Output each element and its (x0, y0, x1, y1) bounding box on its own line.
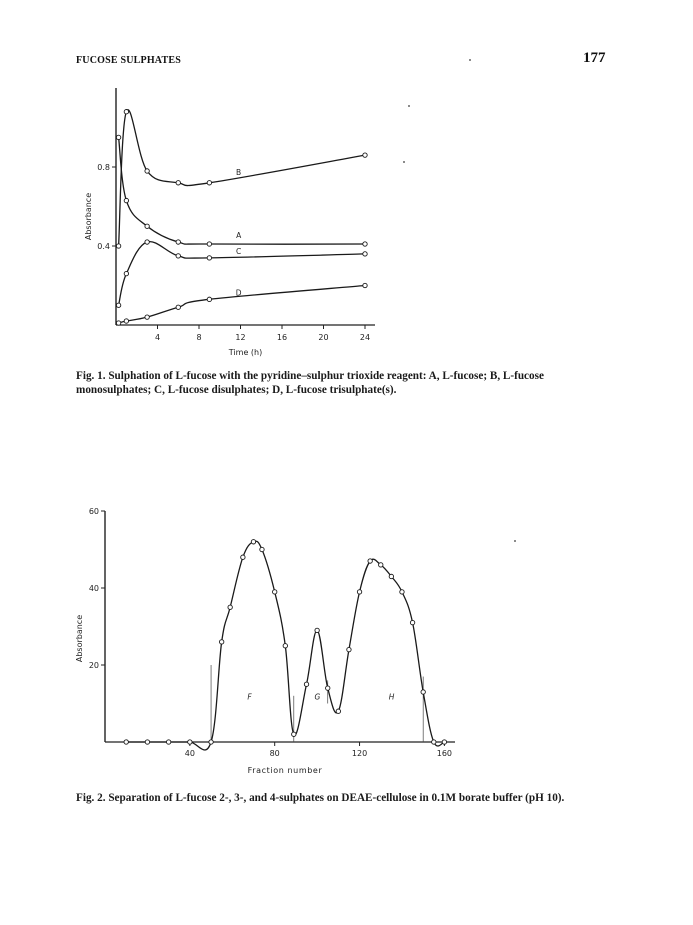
fig1-x-tick-label: 12 (235, 333, 246, 342)
fig1-y-tick-label: 0.8 (97, 163, 110, 172)
fig2-series-point (379, 563, 383, 567)
fig1-series-B-label: B (236, 167, 242, 177)
fig2-series-point (145, 740, 149, 744)
fig1-x-tick-label: 16 (276, 333, 288, 342)
fig1-series-D-label: D (235, 288, 242, 298)
fig2-series-point (292, 732, 296, 736)
fig1-x-tick-label: 8 (196, 333, 202, 342)
fig2-peak-label-G: G (314, 692, 321, 702)
figure-2-caption-label: Fig. 2. (76, 792, 106, 804)
fig2-series-point (251, 540, 255, 544)
fig2-peak-label-F: F (247, 692, 252, 702)
fig2-series-point (421, 690, 425, 694)
fig2-series-point (442, 740, 446, 744)
fig2-y-tick-label: 40 (88, 584, 99, 593)
fig2-series-point (241, 555, 245, 559)
fig2-x-tick-label: 120 (351, 749, 368, 758)
fig2-series-point (166, 740, 170, 744)
fig2-series-point (400, 590, 404, 594)
figure-1-caption-text: Sulphation of L-fucose with the pyridine–sulphur trioxide reagent: A, L-fucose; B, L-fucose monosulphates; C, L-fucose disulphates; D, L-fucose trisulphate(s). (76, 370, 544, 396)
fig2-x-tick-label: 80 (269, 749, 280, 758)
fig1-x-axis-label: Time (h) (228, 348, 263, 357)
fig2-x-axis-label: Fraction number (247, 766, 323, 775)
fig2-y-tick-label: 60 (88, 507, 99, 516)
print-speck (403, 161, 405, 163)
fig1-y-axis-label: Absorbance (84, 192, 93, 241)
fig2-series-point (336, 709, 340, 713)
figure-2-caption-text: Separation of L-fucose 2-, 3-, and 4-sulphates on DEAE-cellulose in 0.1M borate buffer (pH 10). (108, 792, 565, 804)
fig1-y-tick-label: 0.4 (97, 242, 110, 251)
fig1-x-tick-label: 24 (359, 333, 371, 342)
print-speck (408, 105, 410, 107)
fig2-x-tick-label: 40 (184, 749, 195, 758)
fig2-series-point (347, 647, 351, 651)
fig2-series-point (315, 628, 319, 632)
figure-1-caption-label: Fig. 1. (76, 370, 106, 382)
fig2-series-point (272, 590, 276, 594)
print-speck (514, 540, 516, 542)
fig2-series-point (209, 740, 213, 744)
fig2-series-point (260, 547, 264, 551)
fig1-series-A-label: A (236, 231, 242, 241)
fig2-series-point (357, 590, 361, 594)
print-speck (469, 59, 471, 61)
fig1-x-tick-label: 20 (318, 333, 329, 342)
figure-2-caption (76, 791, 621, 805)
running-title: FUCOSE SULPHATES (76, 55, 181, 66)
fig2-series-point (228, 605, 232, 609)
fig2-series-point (389, 574, 393, 578)
fig2-series-point (283, 644, 287, 648)
fig2-series-point (432, 740, 436, 744)
fig2-series-point (410, 620, 414, 624)
fig2-y-axis-label: Absorbance (75, 614, 84, 663)
fig2-peak-label-H: H (388, 692, 395, 702)
fig2-series-point (368, 559, 372, 563)
fig1-series-C-label: C (236, 246, 242, 256)
fig2-series-point (219, 640, 223, 644)
fig2-series-point (188, 740, 192, 744)
fig2-series-point (304, 682, 308, 686)
fig2-series-point (124, 740, 128, 744)
fig2-series-point (326, 686, 330, 690)
fig2-y-tick-label: 20 (88, 661, 99, 670)
fig1-x-tick-label: 4 (154, 333, 161, 342)
page-number: 177 (583, 50, 606, 66)
fig2-x-tick-label: 160 (436, 749, 453, 758)
